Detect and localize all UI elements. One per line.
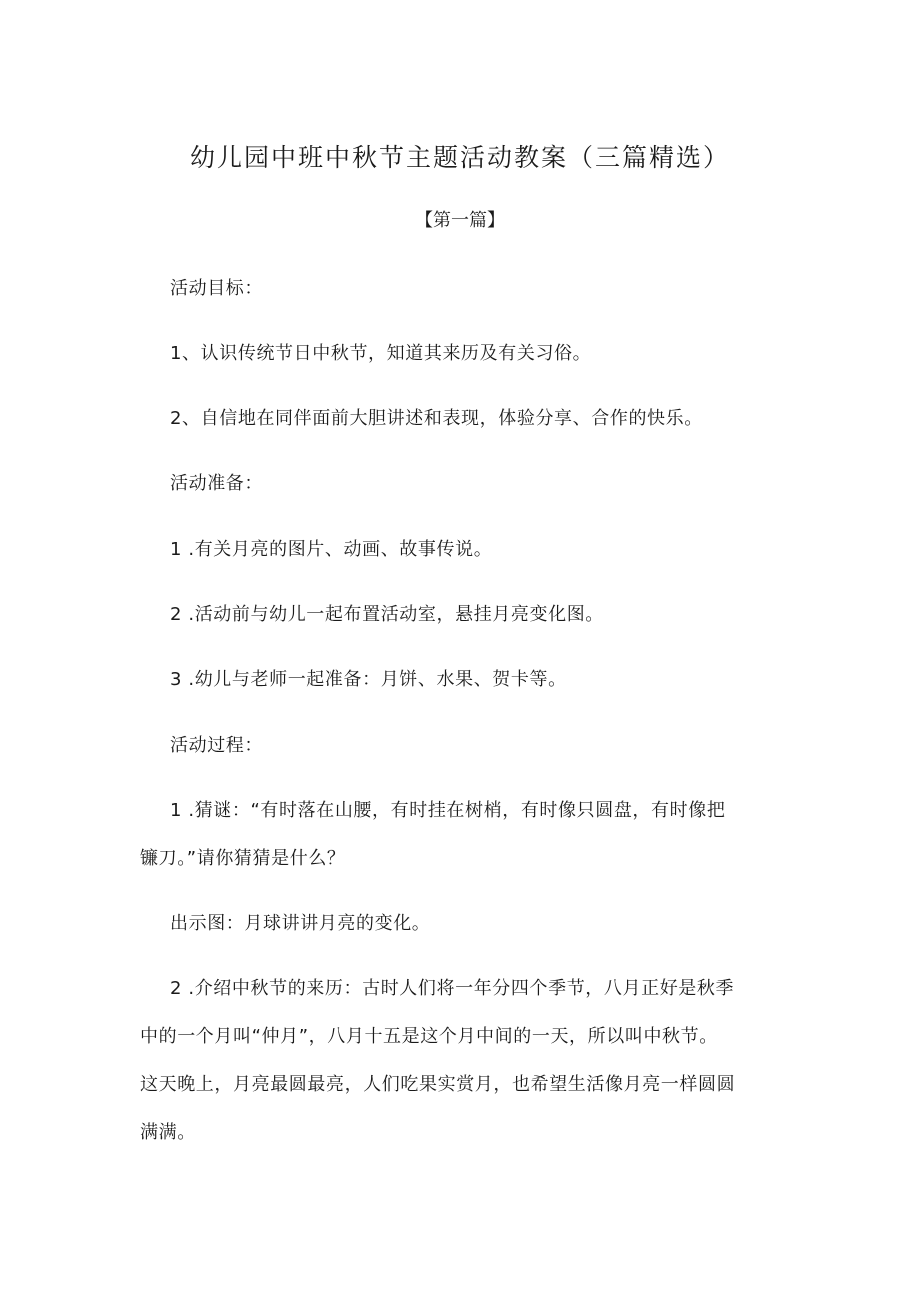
section-label: 【第一篇】 (415, 210, 505, 231)
preparation-item-2: 2 .活动前与幼儿一起布置活动室，悬挂月亮变化图。 (170, 604, 604, 625)
process-item-1-line-2: 镰刀。”请你猜猜是什么？ (140, 848, 346, 869)
process-note: 出示图：月球讲讲月亮的变化。 (170, 913, 431, 934)
process-item-2-line-2: 中的一个月叫“仲月”，八月十五是这个月中间的一天，所以叫中秋节。 (140, 1026, 718, 1047)
process-item-2-line-1: 2 .介绍中秋节的来历：古时人们将一年分四个季节，八月正好是秋季 (170, 978, 735, 999)
document-title: 幼儿园中班中秋节主题活动教案（三篇精选） (189, 143, 730, 172)
goal-item-2: 2、自信地在同伴面前大胆讲述和表现，体验分享、合作的快乐。 (170, 408, 703, 429)
heading-activity-preparation: 活动准备： (170, 473, 263, 494)
process-item-1-line-1: 1 .猜谜：“有时落在山腰，有时挂在树梢，有时像只圆盘，有时像把 (170, 800, 726, 821)
heading-activity-goals: 活动目标： (170, 278, 263, 299)
preparation-item-1: 1 .有关月亮的图片、动画、故事传说。 (170, 539, 493, 560)
process-item-2-line-4: 满满。 (140, 1122, 196, 1143)
heading-activity-process: 活动过程： (170, 735, 263, 756)
process-item-2-line-3: 这天晚上，月亮最圆最亮，人们吃果实赏月，也希望生活像月亮一样圆圆 (140, 1074, 736, 1095)
goal-item-1: 1、认识传统节日中秋节，知道其来历及有关习俗。 (170, 343, 592, 364)
preparation-item-3: 3 .幼儿与老师一起准备：月饼、水果、贺卡等。 (170, 669, 567, 690)
